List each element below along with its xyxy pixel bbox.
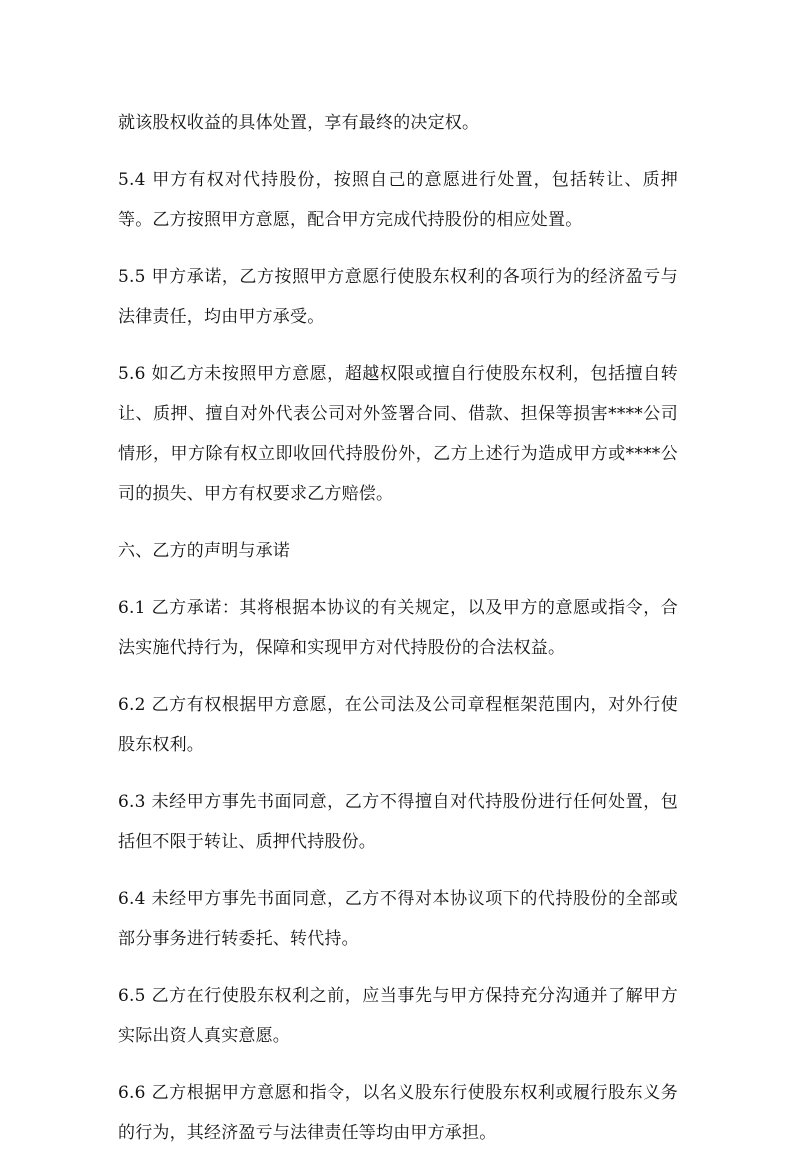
- clause-6-1: 6.1 乙方承诺：其将根据本协议的有关规定，以及甲方的意愿或指令，合法实施代持行为，保障和实现甲方对代持股份的合法权益。: [118, 598, 678, 658]
- clause-6-5: 6.5 乙方在行使股东权利之前，应当事先与甲方保持充分沟通并了解甲方实际出资人真实意愿。: [118, 986, 678, 1046]
- document-body: [118, 103, 678, 1170]
- clause-5-4: 5.4 甲方有权对代持股份，按照自己的意愿进行处置，包括转让、质押等。乙方按照甲方意愿，配合甲方完成代持股份的相应处置。: [118, 170, 678, 230]
- clause-6-3: 6.3 未经甲方事先书面同意，乙方不得擅自对代持股份进行任何处置，包括但不限于转让、质押代持股份。: [118, 792, 678, 852]
- section-heading-6: 六、乙方的声明与承诺: [118, 541, 290, 561]
- paragraph-continuation: 就该股权收益的具体处置，享有最终的决定权。: [118, 113, 480, 133]
- clause-5-5: 5.5 甲方承诺，乙方按照甲方意愿行使股东权利的各项行为的经济盈亏与法律责任，均由甲方承受。: [118, 267, 678, 327]
- clause-6-4: 6.4 未经甲方事先书面同意，乙方不得对本协议项下的代持股份的全部或部分事务进行转委托、转代持。: [118, 889, 678, 949]
- clause-6-6: 6.6 乙方根据甲方意愿和指令，以名义股东行使股东权利或履行股东义务的行为，其经济盈亏与法律责任等均由甲方承担。: [118, 1083, 678, 1143]
- clause-6-2: 6.2 乙方有权根据甲方意愿，在公司法及公司章程框架范围内，对外行使股东权利。: [118, 695, 678, 755]
- clause-5-6: 5.6 如乙方未按照甲方意愿，超越权限或擅自行使股东权利，包括擅自转让、质押、擅自对外代表公司对外签署合同、借款、担保等损害****公司情形，甲方除有权立即收回代持股份外，乙方上述行为造成甲方或****公司的损失、甲方有权要求乙方赔偿。: [118, 364, 678, 504]
